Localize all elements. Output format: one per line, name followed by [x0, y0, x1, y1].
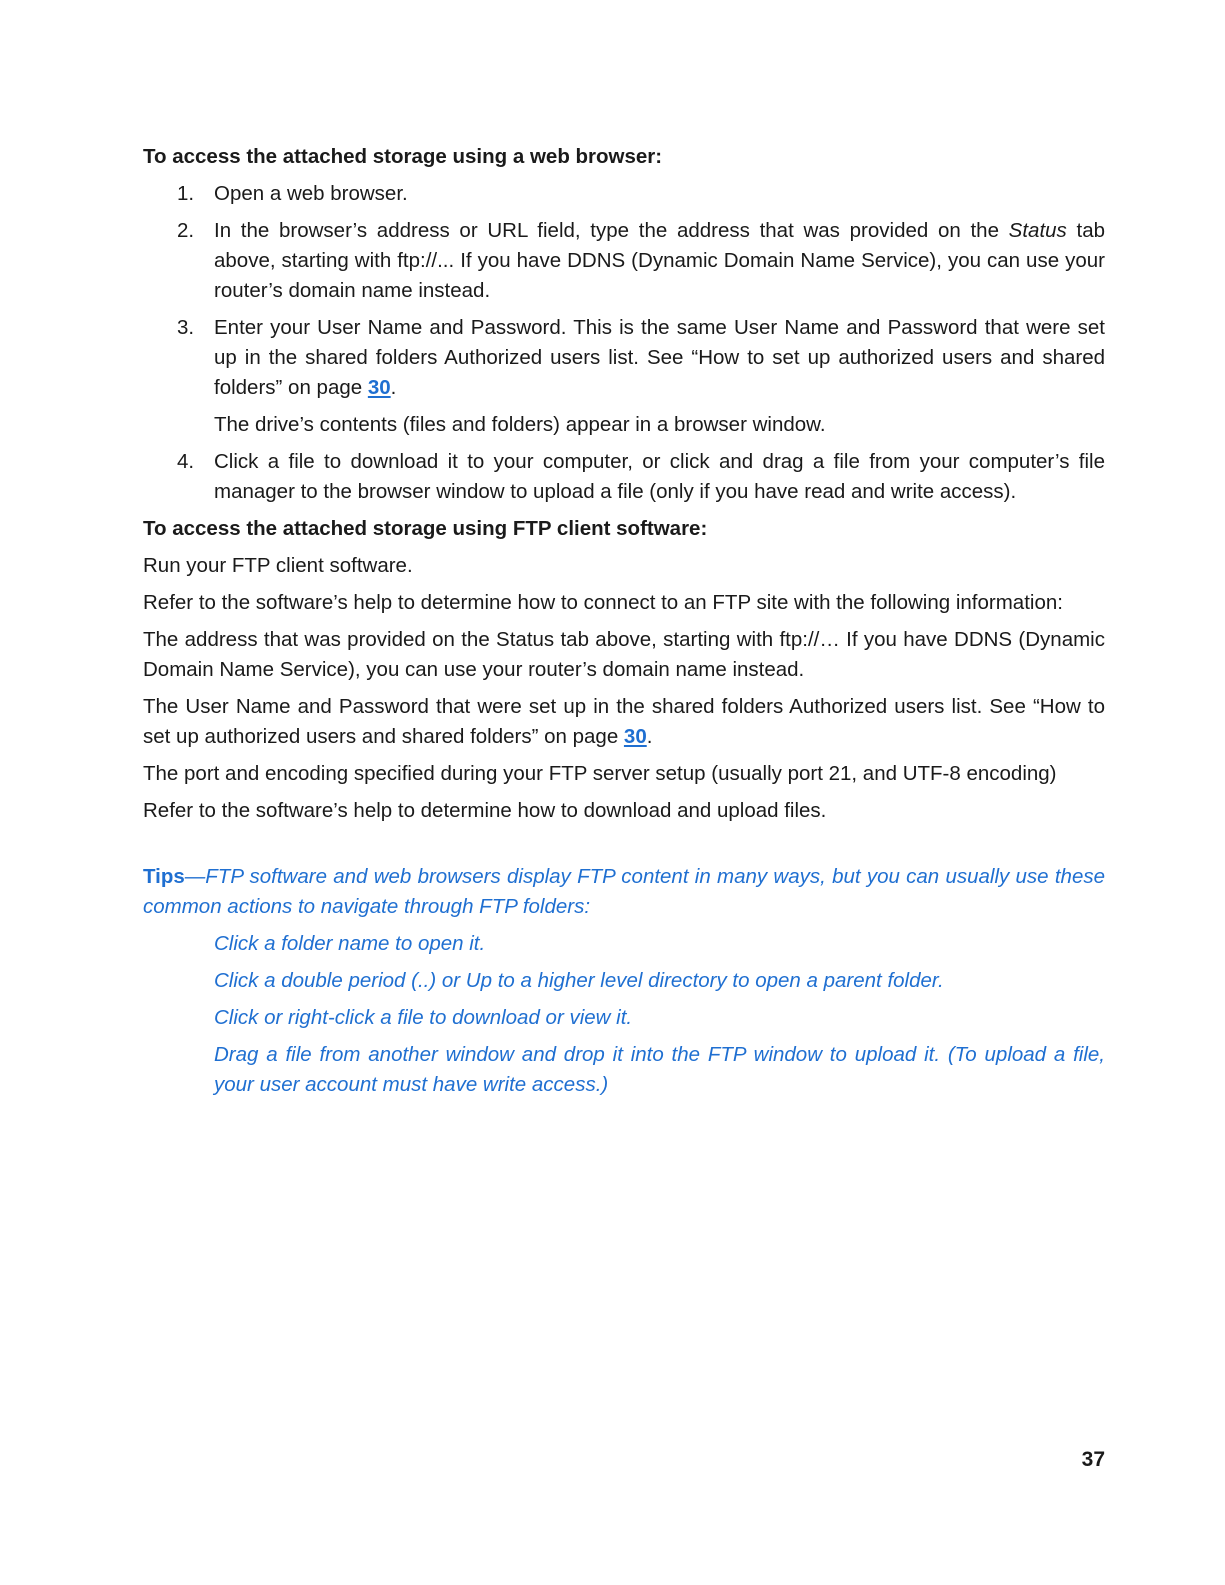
step-number: 2. — [177, 219, 195, 242]
paragraph: The port and encoding specified during your FTP server setup (usually port 21, and UTF-8 encoding) — [143, 762, 1057, 785]
paragraph: Refer to the software’s help to determine how to connect to an FTP site with the following information: — [143, 591, 1063, 614]
tip-item: Click a double period (..) or Up to a higher level directory to open a parent folder. — [214, 969, 944, 992]
list-item — [143, 447, 1105, 507]
section-heading-web-browser: To access the attached storage using a web browser: — [143, 145, 663, 168]
list-item — [143, 216, 1105, 306]
tips-intro-text: —FTP software and web browsers display FTP content in many ways, but you can usually use these common actions to navigate through FTP folders: — [143, 865, 1105, 918]
step-text-part: . — [390, 376, 397, 399]
tip-item: Click a folder name to open it. — [214, 932, 486, 955]
page-number: 37 — [1081, 1448, 1105, 1471]
list-item — [143, 179, 1105, 209]
list-item — [143, 313, 1105, 440]
paragraph: Run your FTP client software. — [143, 554, 413, 577]
paragraph: The address that was provided on the Status tab above, starting with ftp://… If you have DDNS (Dynamic Domain Name Service), you can use your router’s domain name instead. — [143, 628, 1105, 681]
tip-item: Drag a file from another window and drop it into the FTP window to upload it. (To upload a file, your user account must have write access.) — [214, 1043, 1105, 1096]
paragraph — [143, 692, 1105, 752]
page-reference-link[interactable]: 30 — [623, 725, 647, 748]
step-note: The drive’s contents (files and folders) appear in a browser window. — [214, 413, 826, 436]
tips-label: Tips — [143, 865, 185, 888]
status-emphasis: Status — [1008, 219, 1067, 242]
paragraph: Refer to the software’s help to determine how to download and upload files. — [143, 799, 827, 822]
step-number: 4. — [177, 450, 195, 473]
step-text: Open a web browser. — [214, 182, 408, 205]
step-text-part: tab above, starting with ftp://... If you have DDNS (Dynamic Domain Name Service), you can use your router’s domain name instead. — [214, 219, 1105, 302]
tips-intro — [143, 862, 1105, 922]
step-text — [214, 313, 1105, 403]
step-text — [214, 216, 1105, 306]
section-heading-ftp-client: To access the attached storage using FTP client software: — [143, 517, 708, 540]
tips-callout — [143, 862, 1105, 1100]
page-reference-link[interactable]: 30 — [367, 376, 391, 399]
step-number: 1. — [177, 182, 195, 205]
paragraph-part: The User Name and Password that were set up in the shared folders Authorized users list. See “How to set up authorized users and shared folders” on page — [143, 695, 1105, 748]
step-text: Click a file to download it to your computer, or click and drag a file from your computer’s file manager to the browser window to upload a file (only if you have read and write access). — [214, 450, 1105, 503]
step-text-part: In the browser’s address or URL field, type the address that was provided on the — [214, 219, 1009, 242]
tip-item: Click or right-click a file to download or view it. — [214, 1006, 633, 1029]
step-number: 3. — [177, 316, 195, 339]
step-text-part: Enter your User Name and Password. This is the same User Name and Password that were set up in the shared folders Authorized users list. See “How to set up authorized users and shared folders” on page — [214, 316, 1105, 399]
document-page — [143, 142, 1105, 1107]
web-browser-steps-list — [143, 179, 1105, 507]
paragraph-part: . — [646, 725, 653, 748]
